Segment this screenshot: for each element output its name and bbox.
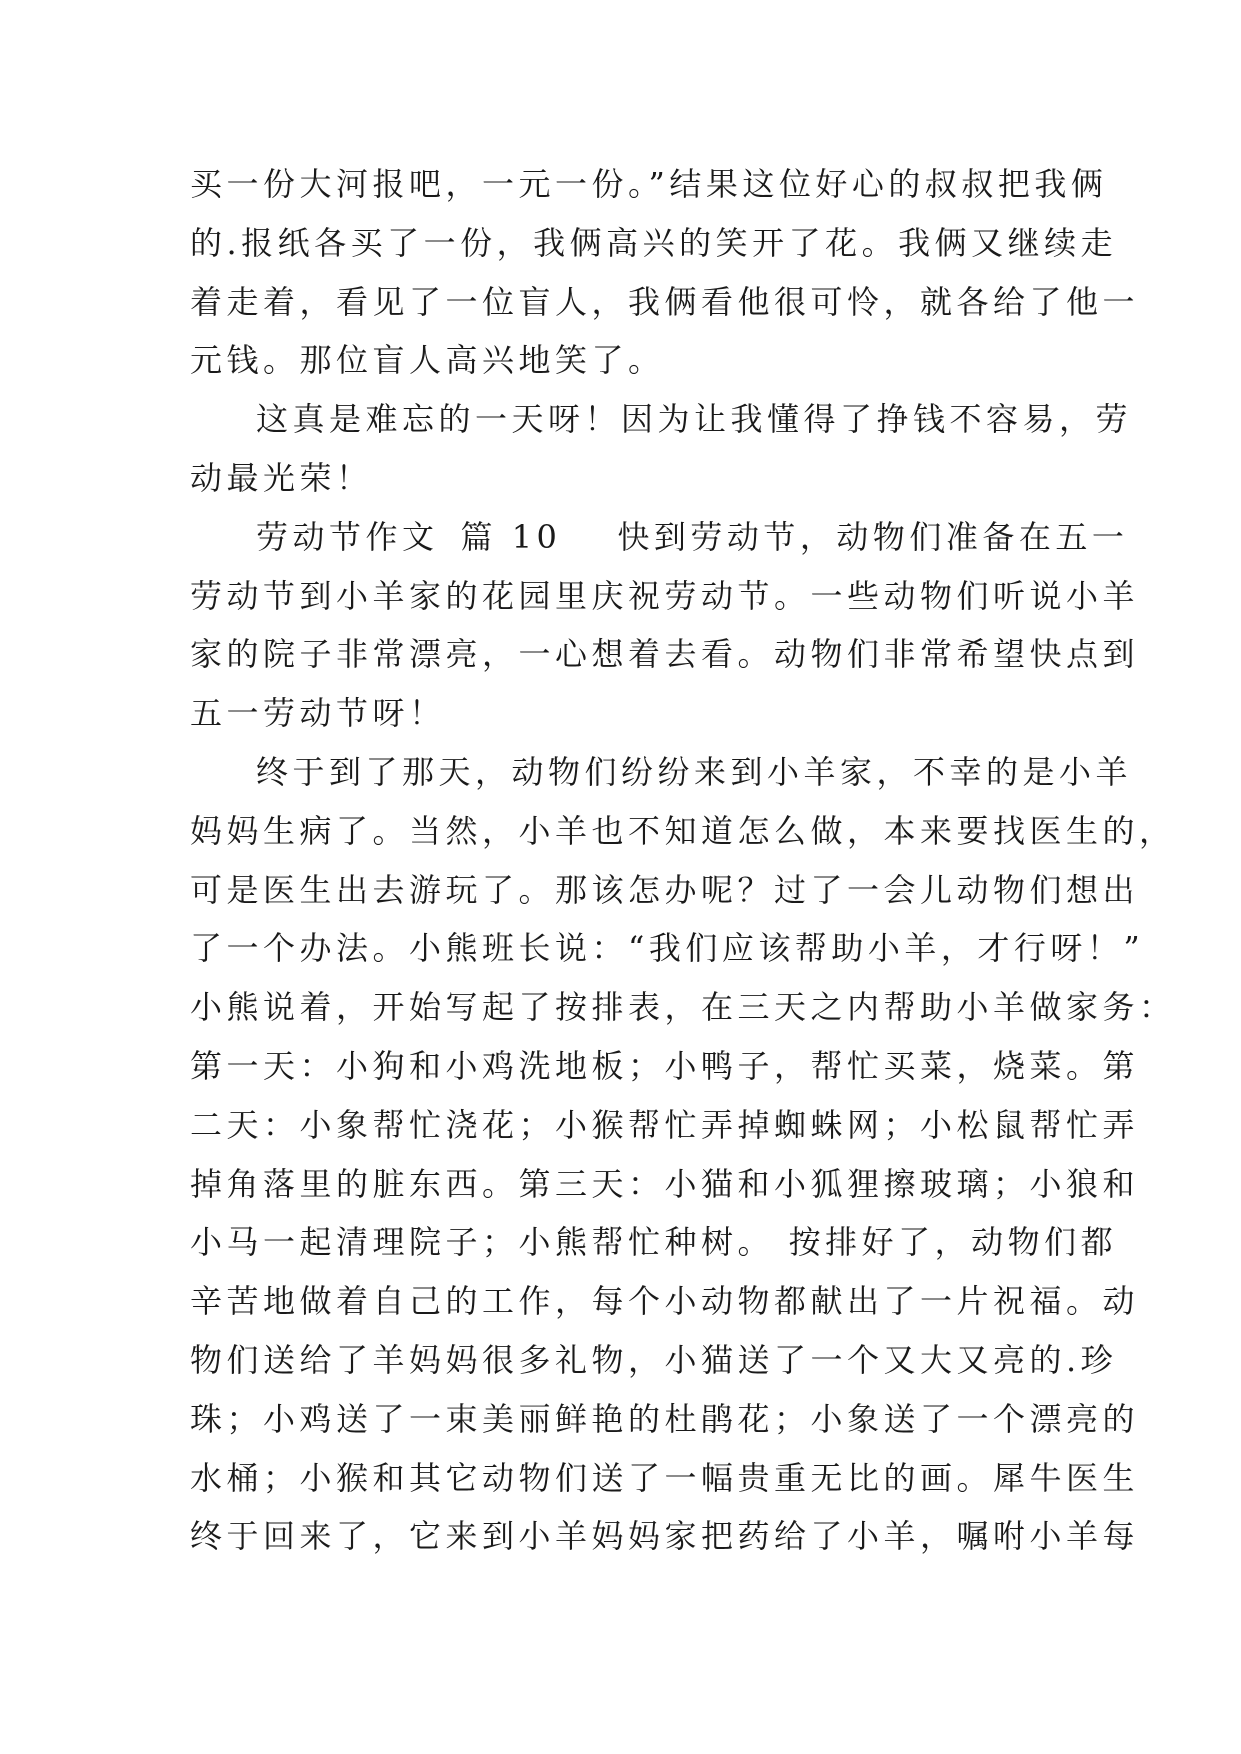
text-line: 元钱。那位盲人高兴地笑了。 <box>190 341 665 380</box>
text-line: 着走着，看见了一位盲人，我俩看他很可怜，就各给了他一 <box>190 282 1140 321</box>
text-line: 了一个办法。小熊班长说：“我们应该帮助小羊，才行呀！” <box>190 929 1145 968</box>
text-line: 劳动节到小羊家的花园里庆祝劳动节。一些动物们听说小羊 <box>190 576 1140 615</box>
section-first-text: 快到劳动节，动物们准备在五一 <box>617 517 1129 556</box>
text-line: 小马一起清理院子；小熊帮忙种树。 按排好了，动物们都 <box>190 1223 1118 1262</box>
paragraph-start-line: 这真是难忘的一天呀！因为让我懂得了挣钱不容易，劳 <box>256 400 1133 439</box>
paragraph-start-line: 终于到了那天，动物们纷纷来到小羊家，不幸的是小羊 <box>256 752 1133 791</box>
text-line: 珠；小鸡送了一束美丽鲜艳的杜鹃花；小象送了一个漂亮的 <box>190 1399 1140 1438</box>
text-line: 的.报纸各买了一份，我俩高兴的笑开了花。我俩又继续走 <box>190 223 1118 262</box>
section-title: 劳动节作文 <box>256 517 439 556</box>
section-number: 篇 10 <box>460 517 562 556</box>
text-line: 水桶；小猴和其它动物们送了一幅贵重无比的画。犀牛医生 <box>190 1458 1140 1497</box>
text-line: 掉角落里的脏东西。第三天：小猫和小狐狸擦玻璃；小狼和 <box>190 1164 1140 1203</box>
text-line: 可是医生出去游玩了。那该怎办呢？过了一会儿动物们想出 <box>190 870 1140 909</box>
text-line: 二天：小象帮忙浇花；小猴帮忙弄掉蜘蛛网；小松鼠帮忙弄 <box>190 1105 1140 1144</box>
text-line: 买一份大河报吧，一元一份。”结果这位好心的叔叔把我俩 <box>190 165 1108 203</box>
text-line: 五一劳动节呀！ <box>190 694 446 733</box>
text-line: 终于回来了，它来到小羊妈妈家把药给了小羊，嘱咐小羊每 <box>190 1517 1140 1556</box>
text-line: 第一天：小狗和小鸡洗地板；小鸭子，帮忙买菜，烧菜。第 <box>190 1046 1140 1085</box>
document-body <box>190 155 1176 1566</box>
text-line: 家的院子非常漂亮，一心想着去看。动物们非常希望快点到 <box>190 635 1140 674</box>
text-line: 妈妈生病了。当然，小羊也不知道怎么做，本来要找医生的， <box>190 811 1176 850</box>
text-line: 小熊说着，开始写起了按排表，在三天之内帮助小羊做家务： <box>190 988 1176 1027</box>
text-line: 动最光荣！ <box>190 458 373 497</box>
text-line: 物们送给了羊妈妈很多礼物，小猫送了一个又大又亮的.珍 <box>190 1340 1118 1379</box>
text-line: 辛苦地做着自己的工作，每个小动物都献出了一片祝福。动 <box>190 1282 1140 1321</box>
section-heading-line <box>190 508 1129 567</box>
